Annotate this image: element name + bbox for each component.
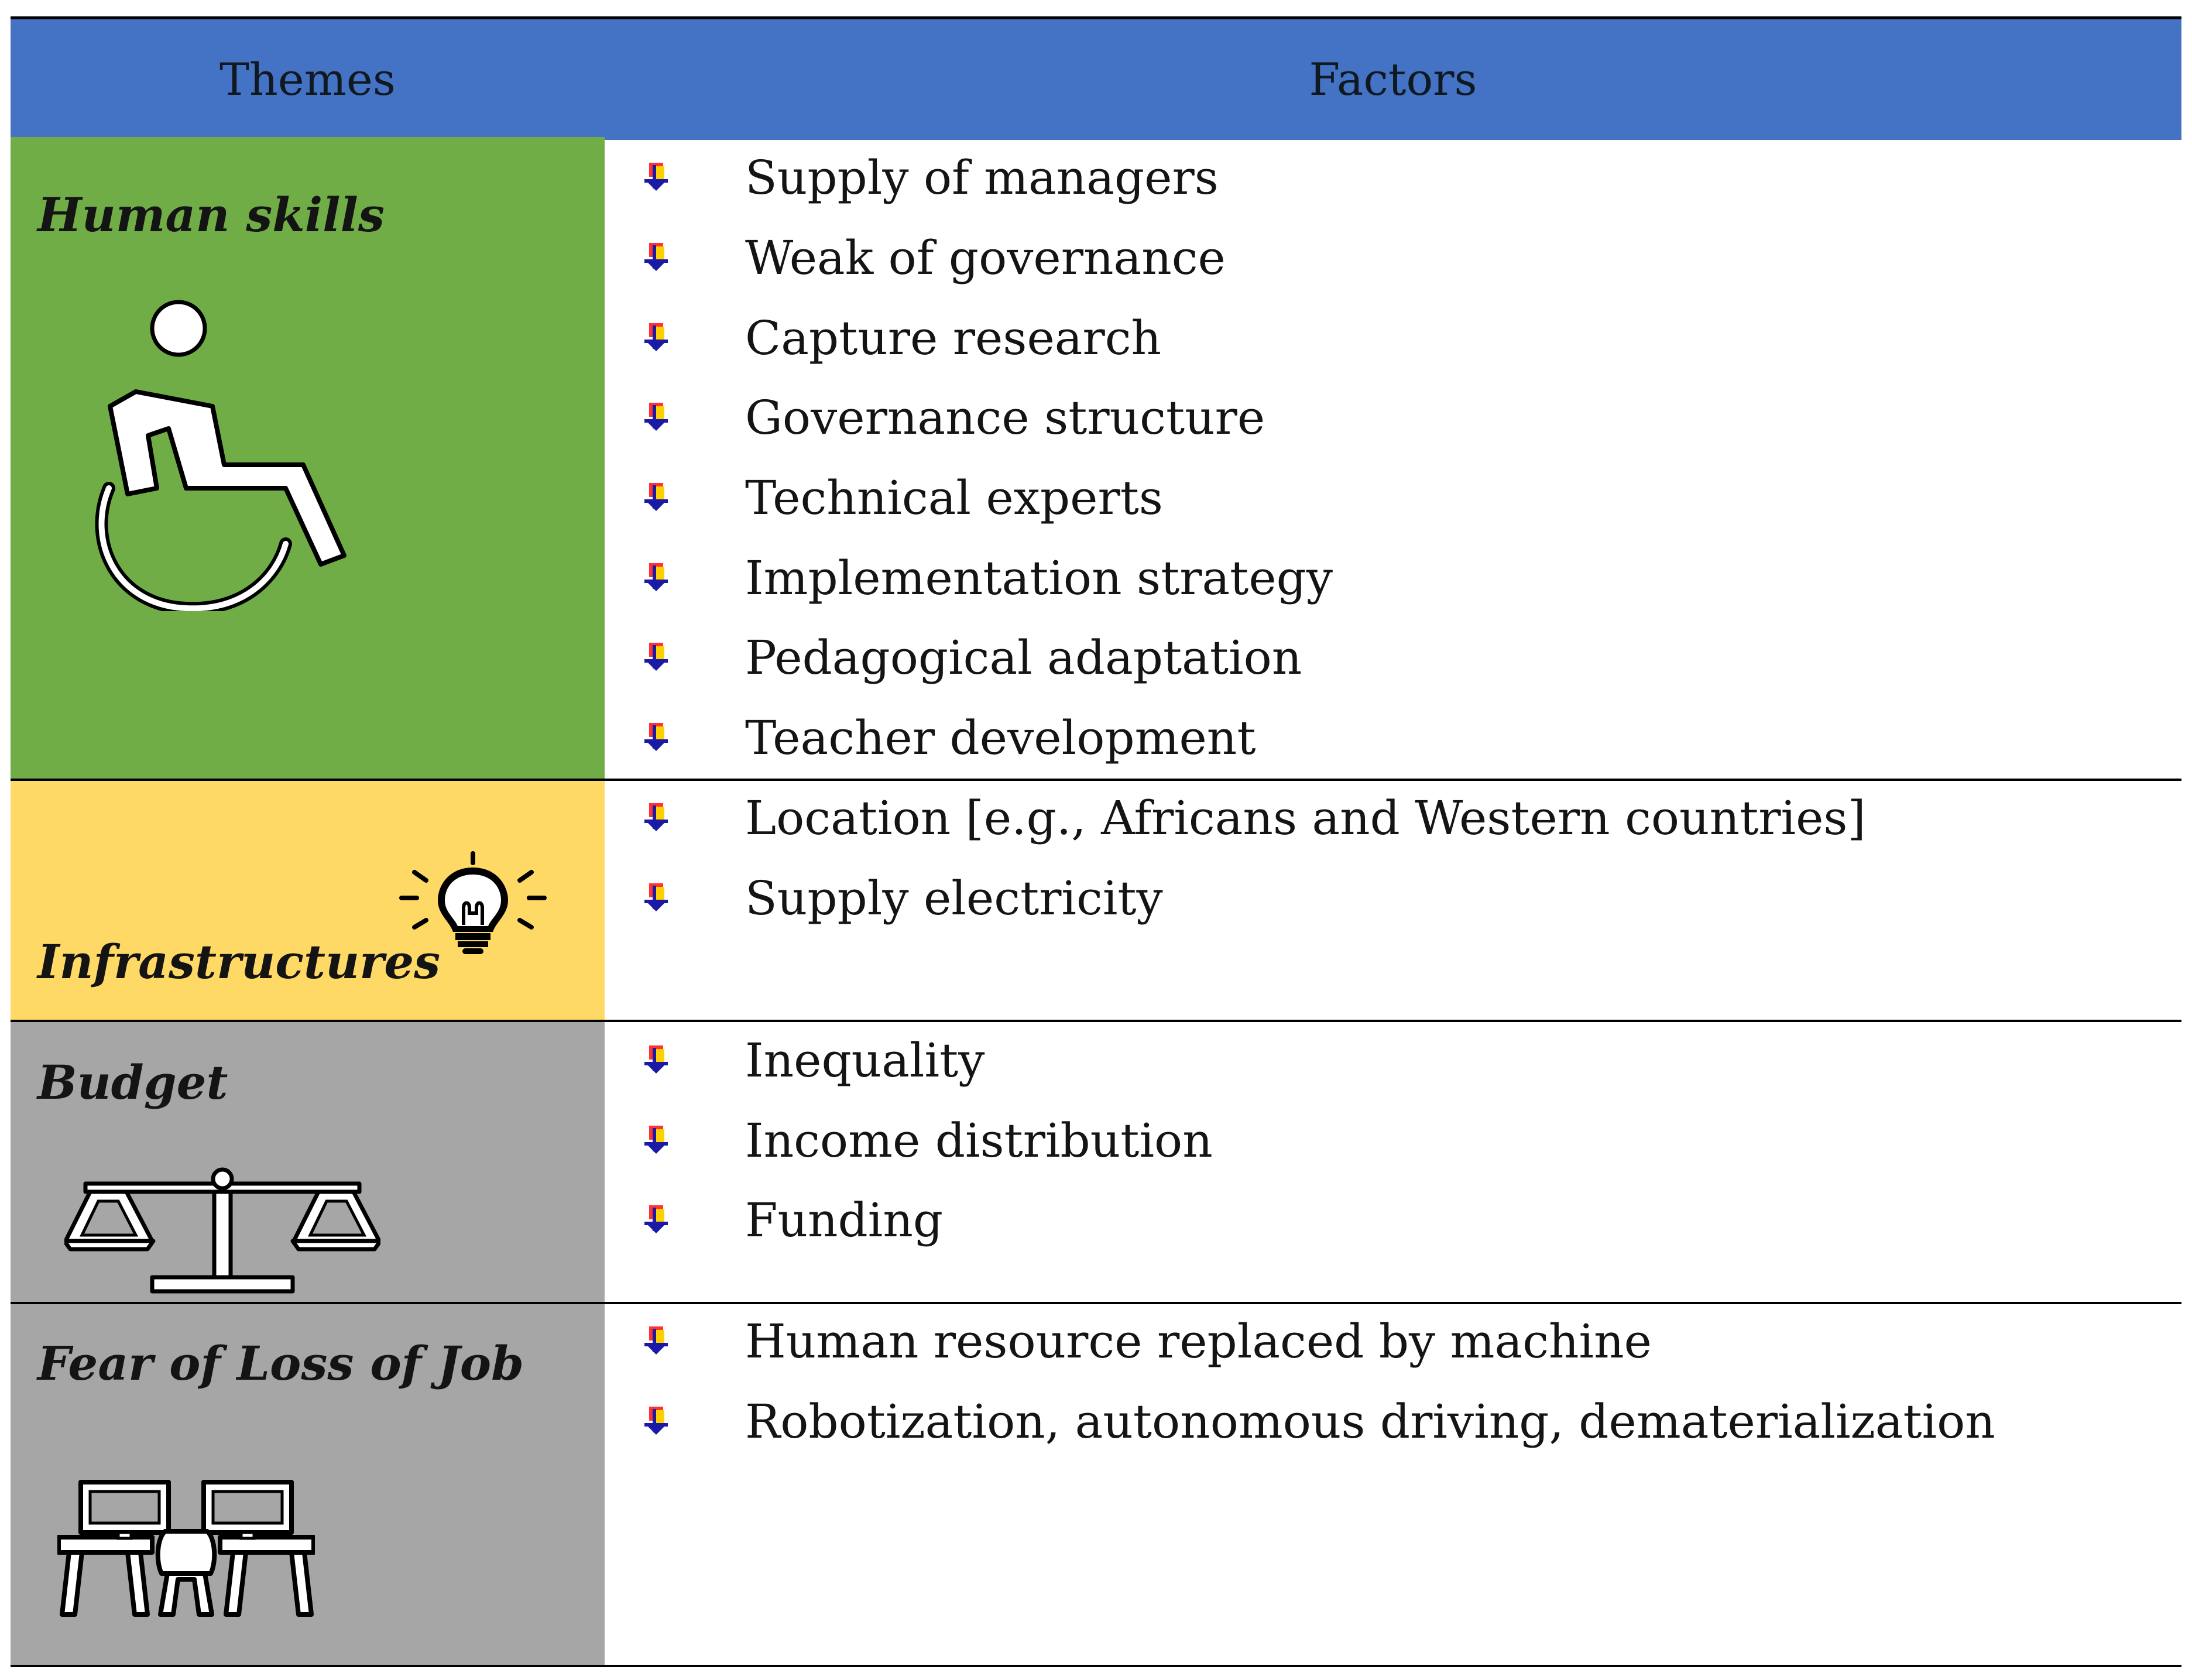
arrow-bullet-icon [640, 1044, 673, 1077]
factor-text: Human resource replaced by machine [745, 1314, 1652, 1369]
list-item [605, 629, 2181, 687]
arrow-bullet-icon [640, 1204, 673, 1237]
list-item [605, 869, 2181, 928]
list-item [605, 549, 2181, 608]
workstations-icon [57, 1480, 315, 1620]
list-item [605, 1191, 2181, 1250]
list-item [605, 1393, 2181, 1451]
factor-text: Pedagogical adaptation [745, 630, 1302, 685]
factor-text: Technical experts [745, 471, 1163, 525]
factors-cell [605, 1022, 2181, 1303]
list-item [605, 1312, 2181, 1371]
row-infrastructures [11, 781, 2181, 1021]
table-bottom-rule [11, 1665, 2181, 1667]
factor-text: Robotization, autonomous driving, dematerialization [745, 1394, 1995, 1449]
arrow-bullet-icon [640, 722, 673, 755]
factor-text: Inequality [745, 1033, 985, 1088]
factors-cell [605, 781, 2181, 1021]
list-item [605, 1031, 2181, 1090]
theme-cell [11, 1022, 605, 1303]
header-factors: Factors [1309, 53, 1477, 105]
factor-text: Implementation strategy [745, 551, 1333, 605]
factor-text: Weak of governance [745, 231, 1226, 285]
arrow-bullet-icon [640, 1405, 673, 1438]
factor-text: Supply electricity [745, 871, 1163, 925]
arrow-bullet-icon [640, 242, 673, 275]
arrow-bullet-icon [640, 402, 673, 434]
factor-text: Teacher development [745, 711, 1256, 765]
factors-cell [605, 137, 2181, 780]
factors-cell [605, 1304, 2181, 1666]
theme-label: Infrastructures [37, 934, 441, 989]
row-human-skills [11, 137, 2181, 780]
arrow-bullet-icon [640, 162, 673, 194]
theme-label: Budget [37, 1055, 228, 1110]
arrow-bullet-icon [640, 1124, 673, 1157]
list-item [605, 469, 2181, 527]
list-item [605, 309, 2181, 368]
theme-label: Human skills [37, 187, 385, 242]
table-header [11, 16, 2181, 140]
balance-scale-icon [64, 1163, 380, 1297]
row-fear-of-loss-of-job [11, 1304, 2181, 1666]
arrow-bullet-icon [640, 1325, 673, 1358]
factor-text: Funding [745, 1193, 944, 1247]
arrow-bullet-icon [640, 482, 673, 515]
theme-cell [11, 1304, 605, 1666]
factor-text: Income distribution [745, 1113, 1213, 1168]
arrow-bullet-icon [640, 562, 673, 595]
factor-text: Supply of managers [745, 150, 1219, 205]
arrow-bullet-icon [640, 642, 673, 674]
list-item [605, 149, 2181, 207]
factor-text: Location [e.g., Africans and Western countries] [745, 791, 1866, 845]
row-budget [11, 1022, 2181, 1303]
arrow-bullet-icon [640, 882, 673, 915]
arrow-bullet-icon [640, 802, 673, 835]
list-item [605, 1112, 2181, 1170]
list-item [605, 389, 2181, 447]
factor-text: Capture research [745, 311, 1162, 365]
lightbulb-icon [397, 851, 549, 956]
wheelchair-icon [92, 295, 350, 611]
arrow-bullet-icon [640, 322, 673, 355]
theme-label: Fear of Loss of Job [37, 1336, 524, 1391]
list-item [605, 229, 2181, 287]
list-item [605, 709, 2181, 767]
header-themes: Themes [219, 53, 396, 105]
factor-text: Governance structure [745, 390, 1265, 445]
list-item [605, 789, 2181, 848]
theme-cell [11, 781, 605, 1021]
theme-cell [11, 137, 605, 780]
